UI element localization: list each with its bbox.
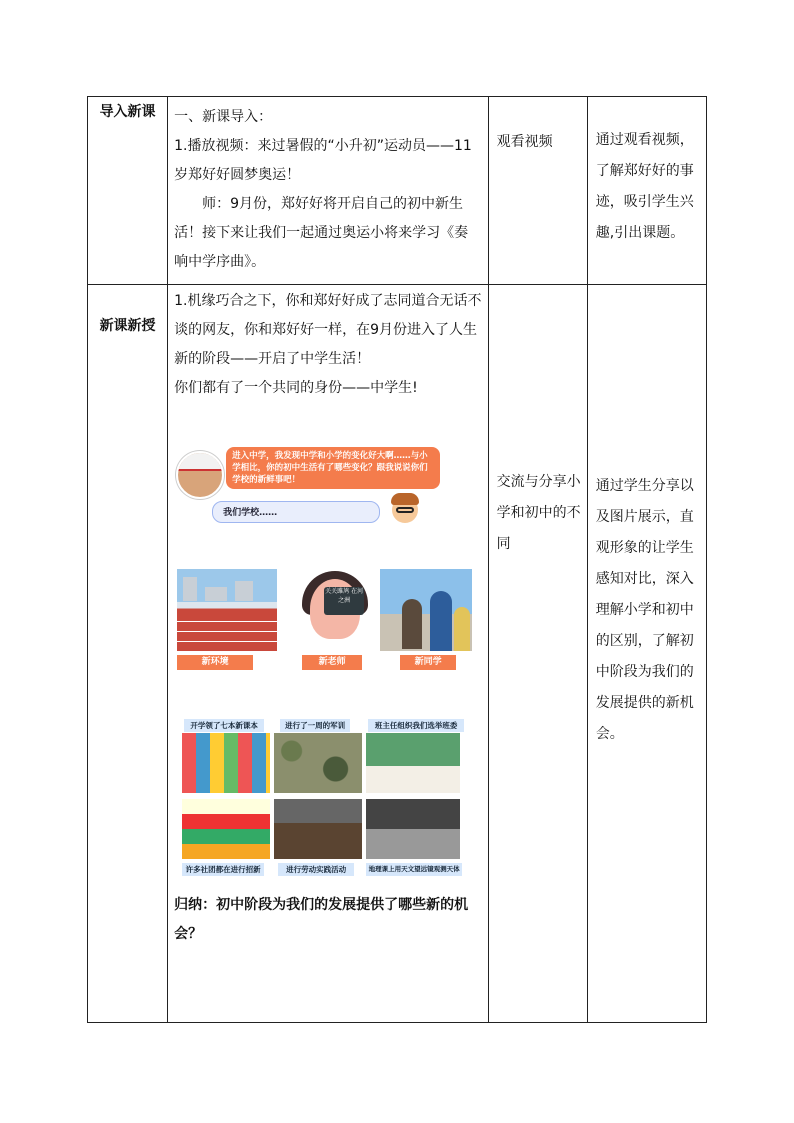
campus-photo xyxy=(177,569,277,651)
image-caption: 进行劳动实践活动 xyxy=(278,863,354,876)
table-row xyxy=(88,285,707,1023)
paragraph: 师：9月份，郑好好将开启自己的初中新生活！接下来让我们一起通过奥运小将来学习《奏响中学序曲》。 xyxy=(174,196,469,270)
military-training-photo xyxy=(274,733,362,793)
image-caption: 许多社团都在进行招新 xyxy=(182,863,264,876)
teacher-activity-cell xyxy=(168,285,489,1023)
student-activity-cell: 交流与分享小学和初中的不同 xyxy=(488,285,587,1023)
labor-practice-photo xyxy=(274,799,362,859)
teacher-activity-cell xyxy=(168,97,489,285)
board-text: 关关雎鸠 在河之洲 xyxy=(324,587,364,615)
design-purpose-cell: 通过观看视频，了解郑好好的事迹，吸引学生兴趣,引出课题。 xyxy=(587,97,706,285)
paragraph: 你们都有了一个共同的身份——中学生! xyxy=(174,380,418,396)
image-caption: 开学领了七本新课本 xyxy=(184,719,264,732)
telescope-photo xyxy=(366,799,460,859)
image-caption: 新老师 xyxy=(302,655,362,670)
student-activity-cell: 观看视频 xyxy=(488,97,587,285)
image-caption: 新环境 xyxy=(177,655,253,670)
student-avatar xyxy=(388,491,422,531)
row-heading: 新课新授 xyxy=(88,285,168,1023)
summary-question: 归纳：初中阶段为我们的发展提供了哪些新的机会？ xyxy=(174,897,469,942)
athlete-avatar xyxy=(176,451,224,499)
new-environment-images xyxy=(174,569,482,679)
activities-collage xyxy=(174,719,482,879)
reply-bubble: 我们学校…… xyxy=(212,501,380,523)
table-row xyxy=(88,97,707,285)
paragraph: 1.机缘巧合之下，你和郑好好成了志同道合无话不谈的网友，你和郑好好一样，在9月份进入了人生新的阶段——开启了中学生活！ xyxy=(174,293,482,367)
design-purpose-cell: 通过学生分享以及图片展示，直观形象的让学生感知对比，深入理解小学和初中的区别，了解初中阶段为我们的发展提供的新机会。 xyxy=(587,285,706,1023)
section-heading: 一、新课导入： xyxy=(174,109,273,125)
class-election-photo xyxy=(366,733,460,793)
dialog-illustration xyxy=(174,443,482,543)
speech-bubble: 进入中学，我发现中学和小学的变化好大啊……与小学相比，你的初中生活有了哪些变化？跟我说说你们学校的新鲜事吧！ xyxy=(226,447,440,489)
image-caption: 地理课上用天文望远镜观测天体 xyxy=(366,863,462,876)
paragraph: 1.播放视频：来过暑假的“小升初”运动员——11岁郑好好圆梦奥运！ xyxy=(174,138,472,183)
lesson-plan-table xyxy=(87,96,707,1023)
image-caption: 班主任组织我们选举班委 xyxy=(368,719,464,732)
image-caption: 进行了一周的军训 xyxy=(280,719,350,732)
classmates-photo xyxy=(380,569,472,651)
image-caption: 新同学 xyxy=(400,655,456,670)
row-heading: 导入新课 xyxy=(88,97,168,285)
club-recruit-photo xyxy=(182,799,270,859)
teacher-illustration xyxy=(286,569,386,651)
textbooks-photo xyxy=(182,733,270,793)
